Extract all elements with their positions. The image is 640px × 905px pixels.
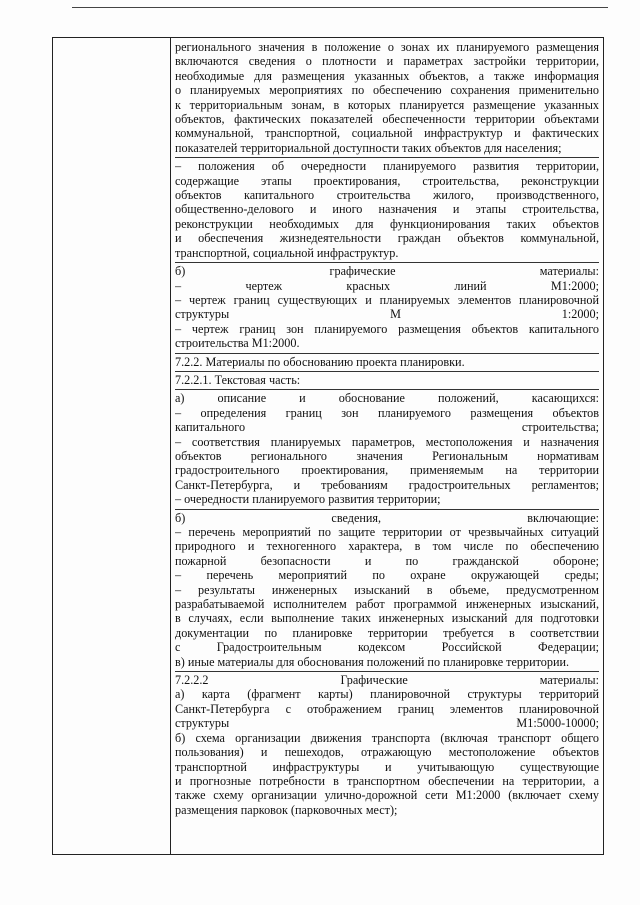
text-line: Санкт-Петербурга с отображением границ элементов планировочной <box>175 701 599 716</box>
text-block <box>175 372 599 390</box>
text-line: размещения парковок (парковочных мест); <box>175 802 398 817</box>
text-block <box>175 39 599 158</box>
text-line: – результаты инженерных изысканий в объеме, предусмотренном <box>175 582 599 597</box>
text-block <box>175 510 599 672</box>
text-line: транспортной инфраструктуры и учитывающую существующие <box>175 759 599 774</box>
text-line: б) графические материалы: <box>175 264 599 279</box>
text-line: пользования) и пешеходов, отражающую местоположение объектов <box>175 745 599 760</box>
text-block <box>175 354 599 372</box>
text-block <box>175 158 599 263</box>
text-block <box>175 672 599 819</box>
text-line: и обеспечения жизнедеятельности граждан объектов коммунальной, <box>175 231 599 246</box>
text-line: показателей территориальной доступности таких объектов для населения; <box>175 140 562 155</box>
text-line: документации по планировке территории требуется в соответствии <box>175 625 599 640</box>
text-line: капитального строительства; <box>175 420 599 435</box>
text-line: 7.2.2.1. Текстовая часть: <box>175 372 301 387</box>
text-line: а) карта (фрагмент карты) планировочной структуры территорий <box>175 687 599 702</box>
text-line: объектов капитального строительства жилого, производственного, <box>175 188 599 203</box>
text-line: общественно-делового и иного назначения и этапы строительства, <box>175 202 599 217</box>
text-block <box>175 263 599 353</box>
text-line: пожарной безопасности и по гражданской обороне; <box>175 553 599 568</box>
text-line: с Градостроительным кодексом Российской Федерации; <box>175 640 599 655</box>
text-line: а) описание и обоснование положений, касающихся: <box>175 391 599 406</box>
text-line: к территориальным зонам, в которых планируется размещение указанных <box>175 97 599 112</box>
text-line: содержащие этапы проектирования, строительства, реконструкции <box>175 173 599 188</box>
text-line: – определения границ зон планируемого размещения объектов <box>175 405 599 420</box>
text-line: реконструкции необходимых для функционирования таких объектов <box>175 216 599 231</box>
text-line: градостроительного проектирования, применяемым на территории <box>175 463 599 478</box>
text-line: строительства М1:2000. <box>175 336 300 351</box>
text-line: структуры М 1:2000; <box>175 307 599 322</box>
text-line: разрабатываемой исполнителем работ программой инженерных изысканий, <box>175 597 599 612</box>
text-line: необходимые для размещения указанных объектов, а также информация <box>175 68 599 83</box>
column-divider <box>170 37 171 855</box>
text-line: б) сведения, включающие: <box>175 510 599 525</box>
text-line: б) схема организации движения транспорта (включая транспорт общего <box>175 730 599 745</box>
text-line: о планируемых мероприятиях по обеспечению сохранения применительно <box>175 83 599 98</box>
text-line: объектов регионального значения Региональным нормативам <box>175 448 599 463</box>
text-line: – очередности планируемого развития территории; <box>175 492 441 507</box>
table-content-column <box>175 39 599 819</box>
text-line: – положения об очередности планируемого развития территории, <box>175 159 599 174</box>
text-line: также схему организации улично-дорожной сети М1:2000 (включает схему <box>175 788 599 803</box>
text-line: и прогнозные потребности в транспортном обеспечении на территории, а <box>175 773 599 788</box>
top-rule <box>72 7 608 8</box>
text-line: в случаях, если выполнение таких инженерных изысканий для подготовки <box>175 611 599 626</box>
text-line: объектов, фактических показателей обеспеченности территории объектами <box>175 112 599 127</box>
text-line: регионального значения в положение о зонах их планируемого размещения <box>175 40 599 54</box>
text-line: 7.2.2. Материалы по обоснованию проекта планировки. <box>175 354 465 369</box>
text-line: транспортной, социальной инфраструктур. <box>175 245 399 260</box>
text-line: – соответствия планируемых параметров, местоположения и назначения <box>175 434 599 449</box>
text-line: 7.2.2.2 Графические материалы: <box>175 673 599 688</box>
text-line: – перечень мероприятий по охране окружающей среды; <box>175 568 599 583</box>
text-line: коммунальной, транспортной, социальной инфраструктур и фактических <box>175 126 599 141</box>
text-line: природного и техногенного характера, в том числе по обеспечению <box>175 539 599 554</box>
text-line: в) иные материалы для обоснования положений по планировке территории. <box>175 654 570 669</box>
text-line: – чертеж красных линий М1:2000; <box>175 278 599 293</box>
text-line: – чертеж границ существующих и планируемых элементов планировочной <box>175 292 599 307</box>
text-line: структуры М1:5000-10000; <box>175 716 599 731</box>
text-block <box>175 390 599 509</box>
text-line: – чертеж границ зон планируемого размещения объектов капитального <box>175 321 599 336</box>
text-line: Санкт-Петербурга, и требованиям градостроительных регламентов; <box>175 477 599 492</box>
text-line: – перечень мероприятий по защите территории от чрезвычайных ситуаций <box>175 525 599 539</box>
text-line: включаются сведения о плотности и параметрах застройки территории, <box>175 54 599 69</box>
